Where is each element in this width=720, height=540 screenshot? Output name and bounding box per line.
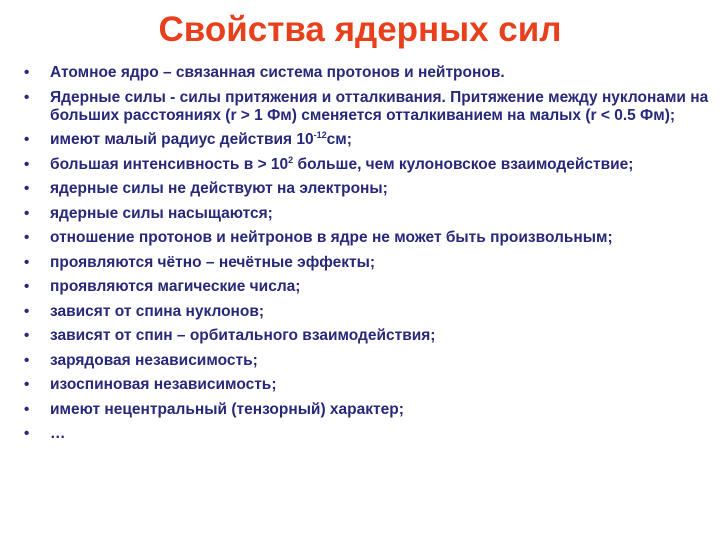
list-item-text: проявляются магические числа;	[50, 278, 301, 295]
list-item	[20, 352, 710, 370]
bullet-icon: •	[24, 253, 30, 271]
list-item-text-before: имеют малый радиус действия 10	[50, 131, 314, 148]
bullet-icon: •	[24, 229, 30, 246]
list-item-text: зарядовая независимость;	[50, 351, 258, 369]
list-item-text: зависят от спина нуклонов;	[50, 302, 265, 320]
list-item-text	[50, 156, 633, 173]
list-item	[20, 89, 710, 125]
list-item-text: зависят от спин – орбитального взаимодействия;	[50, 327, 436, 344]
list-item	[20, 131, 710, 149]
list-item	[20, 376, 710, 394]
bullet-icon: •	[24, 88, 30, 106]
list-item-text: отношение протонов и нейтронов в ядре не может быть произвольным;	[50, 229, 613, 246]
list-item	[20, 156, 710, 174]
list-item-text: ядерные силы насыщаются;	[50, 204, 273, 222]
list-item-text: Ядерные силы - силы притяжения и отталкивания. Притяжение между нуклонами на больших расстояниях (r > 1 Фм) сменяется отталкиванием на малых (r < 0.5 Фм);	[50, 88, 709, 124]
list-item	[20, 180, 710, 198]
list-item	[20, 401, 710, 419]
list-item-text: изоспиновая независимость;	[50, 376, 277, 393]
bullet-icon: •	[24, 131, 30, 148]
bullet-icon: •	[24, 425, 30, 442]
list-item	[20, 278, 710, 296]
slide-title: Свойства ядерных сил	[158, 10, 562, 49]
bullet-icon: •	[24, 400, 30, 418]
list-item	[20, 229, 710, 247]
bullet-icon: •	[24, 302, 30, 320]
list-item-text: имеют нецентральный (тензорный) характер;	[50, 400, 404, 418]
bullet-list	[20, 64, 710, 450]
bullet-icon: •	[24, 204, 30, 222]
list-item	[20, 327, 710, 345]
list-item-text-after: больше, чем кулоновское взаимодействие;	[293, 155, 634, 173]
list-item	[20, 303, 710, 321]
list-item-text: Атомное ядро – связанная система протонов и нейтронов.	[50, 64, 505, 81]
list-item-text-before: большая интенсивность в > 10	[50, 155, 289, 173]
list-item-text	[50, 131, 352, 148]
exponent: -12	[313, 130, 327, 140]
list-item	[20, 205, 710, 223]
list-item	[20, 254, 710, 272]
bullet-icon: •	[24, 64, 30, 81]
bullet-icon: •	[24, 351, 30, 369]
bullet-icon: •	[24, 376, 30, 393]
bullet-icon: •	[24, 327, 30, 344]
list-item-text: ядерные силы не действуют на электроны;	[50, 180, 388, 197]
exponent: 2	[288, 154, 294, 165]
list-item-text-after: см;	[326, 131, 352, 148]
bullet-icon: •	[24, 155, 30, 173]
list-item-text: проявляются чётно – нечётные эффекты;	[50, 253, 376, 271]
list-item	[20, 425, 710, 443]
list-item	[20, 64, 710, 82]
bullet-icon: •	[24, 278, 30, 295]
bullet-icon: •	[24, 180, 30, 197]
list-item-text: …	[50, 425, 66, 442]
